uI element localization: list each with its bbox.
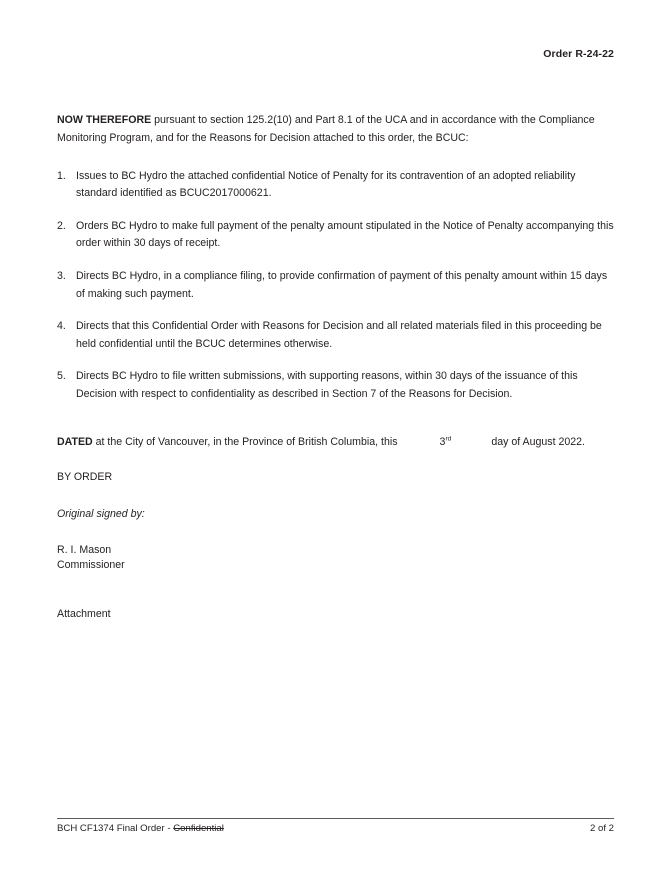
dated-month-year: day of August 2022. (491, 435, 585, 448)
list-item-text: Directs that this Confidential Order with Reasons for Decision and all related materials filed in this proceeding be held confidential until the BCUC determines otherwise. (76, 319, 602, 350)
intro-paragraph (57, 112, 614, 148)
list-item-text: Orders BC Hydro to make full payment of the penalty amount stipulated in the Notice of Penalty accompanying this order within 30 days of receipt. (76, 219, 614, 250)
list-item-number: 1. (57, 169, 66, 182)
list-item-number: 5. (57, 369, 66, 382)
list-item (57, 368, 614, 404)
list-item-text: Directs BC Hydro, in a compliance filing, to provide confirmation of payment of this penalty amount within 15 days of making such payment. (76, 269, 608, 300)
footer-document-id: BCH CF1374 Final Order - (57, 823, 174, 834)
footer-page-indicator: 2 of 2 (589, 823, 614, 834)
footer-left-text (57, 823, 224, 834)
list-item-text: Directs BC Hydro to file written submissions, with supporting reasons, within 30 days of the issuance of this Decision with respect to confidentiality as described in Section 7 of the Reasons for Decision. (76, 369, 578, 400)
order-number: Order R-24-22 (543, 48, 614, 60)
document-body (57, 112, 614, 634)
dated-line (57, 434, 614, 452)
footer-confidential-struck: Confidential (173, 823, 224, 834)
list-item (57, 318, 614, 354)
by-order-line: BY ORDER (57, 471, 113, 484)
signature-block (57, 543, 614, 574)
list-item-number: 3. (57, 269, 66, 282)
intro-rest-text: pursuant to section 125.2(10) and Part 8.1 of the UCA and in accordance with the Compliance Monitoring Program, and for the Reasons for Decision attached to this order, the BCUC: (57, 114, 595, 144)
signer-title: Commissioner (57, 559, 125, 572)
signer-name: R. I. Mason (57, 543, 112, 556)
dated-label: DATED (57, 435, 93, 448)
page-header (57, 48, 614, 60)
list-item-text: Issues to BC Hydro the attached confidential Notice of Penalty for its contravention of an adopted reliability standard identified as BCUC2017000621. (76, 169, 576, 200)
list-item (57, 268, 614, 304)
page-footer (57, 818, 614, 834)
intro-lead-bold: NOW THEREFORE (57, 114, 152, 126)
list-item-number: 2. (57, 219, 66, 232)
dated-day-ordinal: rd (445, 435, 452, 443)
list-item (57, 168, 614, 204)
list-item-number: 4. (57, 319, 66, 332)
attachment-label: Attachment (57, 607, 111, 620)
original-signed-note: Original signed by: (57, 508, 145, 521)
list-item (57, 218, 614, 254)
directives-list (57, 168, 614, 404)
dated-location-text: at the City of Vancouver, in the Province of British Columbia, this (92, 435, 398, 448)
dated-day-number: 3 (439, 435, 446, 448)
